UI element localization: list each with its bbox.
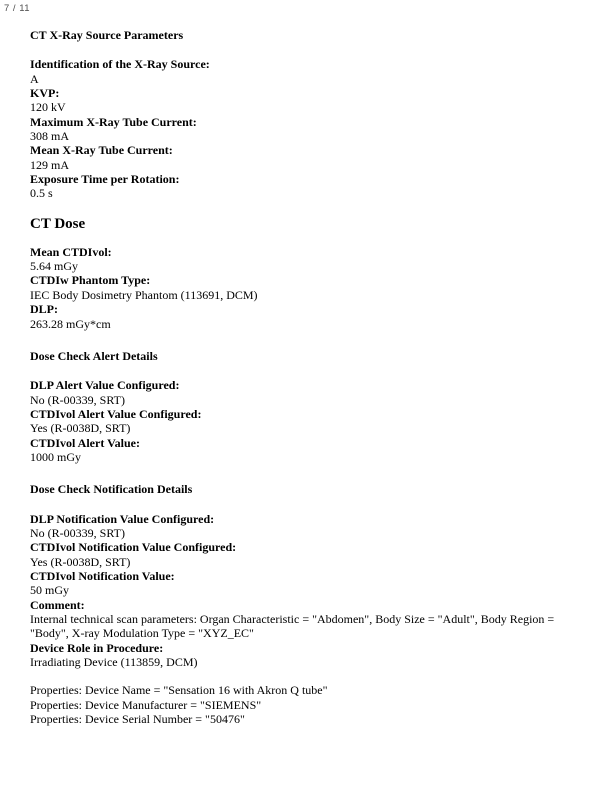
field <box>30 407 583 436</box>
property-line: Properties: Device Name = "Sensation 16 with Akron Q tube" <box>30 683 328 698</box>
field-value: 263.28 mGy*cm <box>30 316 111 331</box>
field-label: KVP: <box>30 86 60 101</box>
field <box>30 115 583 144</box>
section-title: CT X-Ray Source Parameters <box>30 28 184 42</box>
ct-dose-heading: CT Dose <box>30 215 86 232</box>
field <box>30 641 583 670</box>
field-value: 5.64 mGy <box>30 259 78 274</box>
section-ct-xray-source-parameters <box>30 28 583 201</box>
field-label: Mean CTDIvol: <box>30 244 112 259</box>
field-value: 129 mA <box>30 157 69 172</box>
field-label: CTDIw Phantom Type: <box>30 273 151 288</box>
field-value: IEC Body Dosimetry Phantom (113691, DCM) <box>30 287 258 302</box>
field <box>30 143 583 172</box>
field-label: CTDIvol Notification Value Configured: <box>30 540 237 555</box>
field-label: Mean X-Ray Tube Current: <box>30 143 173 158</box>
field-value: Irradiating Device (113859, DCM) <box>30 655 198 670</box>
field-value: 50 mGy <box>30 583 69 598</box>
field-value: Internal technical scan parameters: Organ Characteristic = "Abdomen", Body Size = "Adult", Body Region = "Body", X-ray Modulation Type = "XYZ_EC" <box>30 612 555 641</box>
field <box>30 540 583 569</box>
section-title: Dose Check Alert Details <box>30 348 158 363</box>
field <box>30 273 583 302</box>
field-value: 120 kV <box>30 100 66 115</box>
section-dose-check-notification-details <box>30 482 583 669</box>
page-number-indicator: 7 / 11 <box>4 3 31 14</box>
field-label: CTDIvol Alert Value: <box>30 435 141 450</box>
field <box>30 245 583 274</box>
field-value: 0.5 s <box>30 186 53 201</box>
field-label: Identification of the X-Ray Source: <box>30 57 210 72</box>
field <box>30 569 583 598</box>
field <box>30 302 583 331</box>
report-content <box>30 28 583 726</box>
section-title: Dose Check Notification Details <box>30 482 193 497</box>
field-label: Exposure Time per Rotation: <box>30 172 180 187</box>
device-properties <box>30 683 583 726</box>
property-line: Properties: Device Manufacturer = "SIEMENS" <box>30 697 262 712</box>
field <box>30 57 583 86</box>
field-label: DLP Notification Value Configured: <box>30 511 215 526</box>
field <box>30 598 583 641</box>
field-value: Yes (R-0038D, SRT) <box>30 554 131 569</box>
field-label: DLP: <box>30 302 58 317</box>
field-value: Yes (R-0038D, SRT) <box>30 421 131 436</box>
field-label: DLP Alert Value Configured: <box>30 378 180 393</box>
field <box>30 378 583 407</box>
field-label: CTDIvol Alert Value Configured: <box>30 406 202 421</box>
field-value: 308 mA <box>30 129 69 144</box>
field <box>30 512 583 541</box>
section-ct-dose <box>30 245 583 331</box>
field-value: A <box>30 71 39 86</box>
field-value: No (R-00339, SRT) <box>30 392 125 407</box>
field-value: 1000 mGy <box>30 449 81 464</box>
field <box>30 86 583 115</box>
field-label: Comment: <box>30 597 85 612</box>
field-label: Maximum X-Ray Tube Current: <box>30 114 197 129</box>
field-value: No (R-00339, SRT) <box>30 525 125 540</box>
field <box>30 172 583 201</box>
field-label: Device Role in Procedure: <box>30 640 164 655</box>
property-line: Properties: Device Serial Number = "50476" <box>30 712 245 727</box>
section-dose-check-alert-details <box>30 349 583 464</box>
field <box>30 436 583 465</box>
field-label: CTDIvol Notification Value: <box>30 568 175 583</box>
